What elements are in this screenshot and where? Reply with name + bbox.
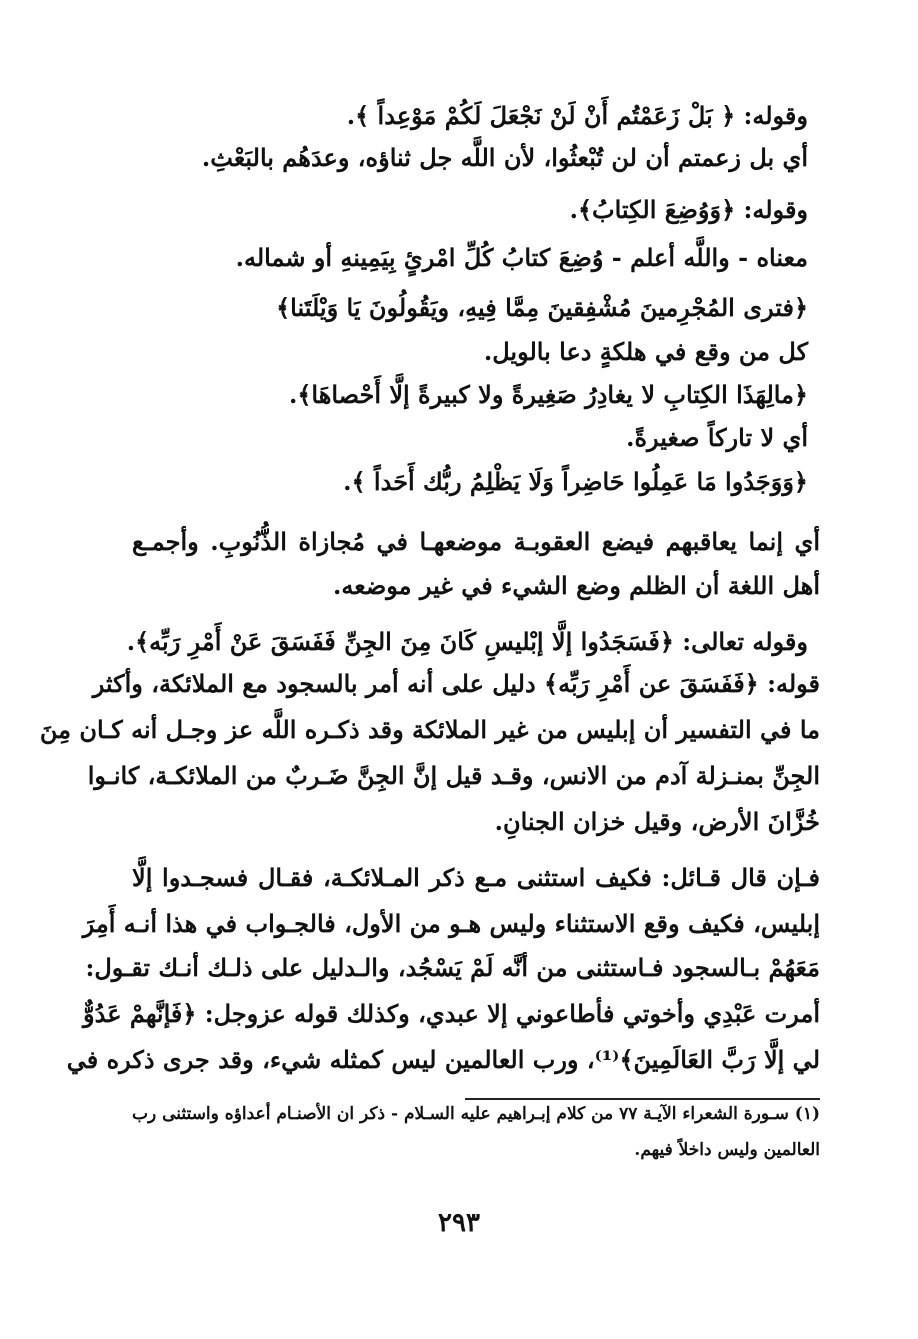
text-line-11: أهل اللغة أن الظلم وضع الشيء في غير موضعه. [333,571,820,600]
text-line-10: أي إنما يعاقبهم فيضع العقوبـة موضعهـا في مُجازاة الذُّنُوبِ. وأجمـع [132,527,820,556]
text-line-17: فـإن قال قـائل: فكيف استثنى مـع ذكر المـلائكـة، فقـال فسجـدوا إلَّا [132,863,820,892]
text-line-20: أمرت عَبْدِي وأخوتي فأطاعوني إلا عبدي، وكذلك قوله عزوجل: ﴿فَإنَّهمْ عَدُوٌّ [83,999,820,1028]
text-line-12: وقوله تعالى: ﴿فَسَجَدُوا إلَّا إبْليسِ كَانَ مِنَ الجِنِّ فَفَسَقَ عَنْ أَمْرِ رَبِّه﴾. [126,627,808,656]
text-line-5: ﴿فترى المُجْرِمينَ مُشْفِقينَ مِمَّا فِيهِ، ويَقُولُونَ يَا وَيْلَتَنا﴾ [276,293,808,322]
footnote-line-1: (١) سـورة الشعراء الآيـة ٧٧ من كلام إبـراهيم عليه السـلام - ذكر ان الأصنـام أعداؤه واستثنى رب [132,1104,820,1124]
footnote-line-2: العالمين وليس داخلاً فيهم. [634,1140,820,1160]
text-line-18: إبليس، فكيف وقع الاستثناء وليس هـو من الأول، فالجـواب في هذا أنـه أَمِرَ [82,909,820,938]
text-line-8: أي لا تاركاً صغيرةً. [626,423,808,452]
text-line-21: لي إلَّا رَبَّ العَالَمِينَ﴾⁽¹⁾، ورب العالمين ليس كمثله شيء، وقد جرى ذكره في [66,1045,820,1074]
text-line-19: مَعَهُمْ بـالسجود فـاستثنى من أنَّه لَمْ يَسْجُد، والـدليل على ذلـك أنـك تقـول: [85,953,820,982]
text-line-2: أي بل زعمتم أن لن تُبْعثُوا، لأن اللَّه جل ثناؤه، وعدَهُم بالبَعْثِ. [201,143,808,172]
text-line-1: وقوله: ﴿ بَلْ زَعَمْتُم أَنْ لَنْ نَجْعَلَ لَكُمْ مَوْعِداً ﴾. [346,101,808,130]
text-line-13: قوله: ﴿فَفَسَقَ عن أَمْرِ رَبِّه﴾ دليل على أنه أمر بالسجود مع الملائكة، وأكثر [92,669,820,698]
text-line-9: ﴿وَوَجَدُوا مَا عَمِلُوا حَاضِراً وَلَا يَظْلِمُ ربُّك أَحَداً ﴾. [343,467,808,496]
page-number: ٢٩٣ [438,1208,480,1238]
text-line-7: ﴿مالِهَذَا الكِتابِ لا يغادِرُ صَغِيرةً ولا كبيرةً إلَّا أَحْصاهَا﴾. [288,380,808,409]
text-line-6: كل من وقع في هلكةٍ دعا بالويل. [483,337,808,366]
text-line-15: الجِنِّ بمنـزلة آدم من الانس، وقـد قيل إنَّ الجِنَّ ضَـربٌ من الملائكـة، كانـوا [87,761,820,790]
text-line-14: ما في التفسير أن إبليس من غير الملائكة وقد ذكـره اللَّه عز وجـل أنه كـان مِنَ [39,715,820,744]
text-line-16: خُزَّانَ الأرض، وقيل خزان الجنانِ. [494,807,820,836]
text-line-4: معناه - واللَّه أعلم - وُضِعَ كتابُ كُلِّ امْرئٍ بِيَمِينهِ أو شماله. [235,243,808,272]
text-line-3: وقوله: ﴿وَوُضِعَ الكِتابُ﴾. [569,195,808,224]
